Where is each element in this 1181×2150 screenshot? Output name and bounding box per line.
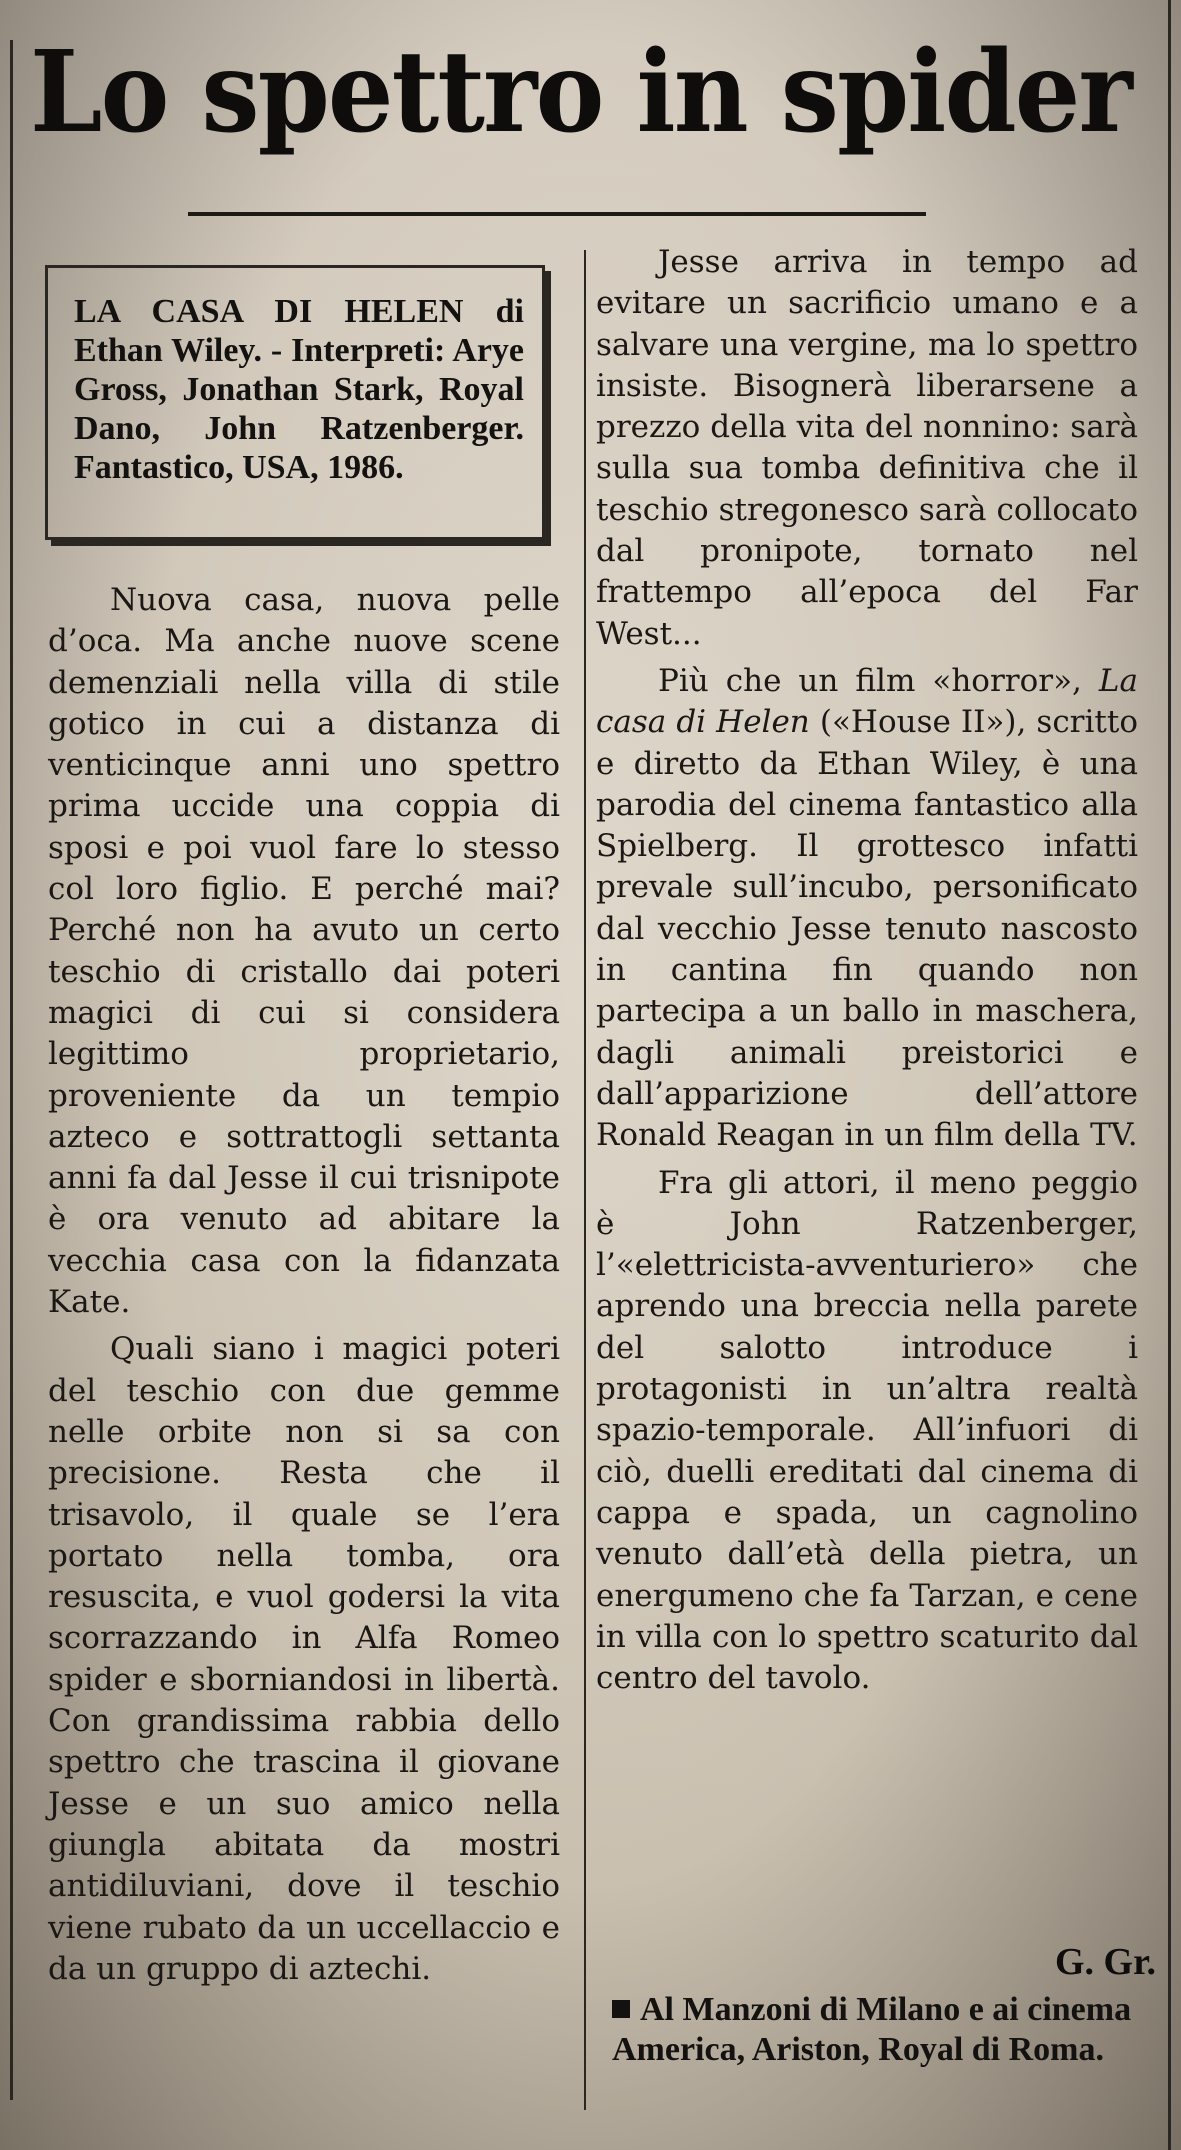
film-title: La casa di Helen — [596, 662, 1138, 741]
paragraph: Quali siano i magici poteri del teschio con due gemme nelle orbite non si sa con precisione. Resta che il trisavolo, il quale se l’era portato nella tomba, ora resuscita, e vuol godersi la vita scorrazzando in Alfa Romeo spider e sborniandosi in libertà. Con grandissima rabbia dello spettro che trascina il giovane Jesse e un suo amico nella giungla abitata da mostri antidiluviani, dove il teschio viene rubato da un uccellaccio e da un gruppo di aztechi. — [48, 1331, 560, 1987]
paragraph — [596, 661, 1138, 1157]
right-column-rule — [1168, 0, 1171, 2150]
screening-note-text: Al Manzoni di Milano e ai cinema America, Ariston, Royal di Roma. — [612, 1991, 1132, 2068]
square-bullet-icon — [612, 2000, 630, 2018]
paragraph-text: («House II»), scritto e diretto da Ethan Wiley, è una parodia del cinema fantastico alla Spielberg. Il grottesco infatti prevale sull’incubo, personificato dal vecchio Jesse tenuto nascosto in cantina fin quando non partecipa a un ballo in maschera, dagli animali preistorici e dall’apparizione dell’attore Ronald Reagan in un film della TV. — [596, 704, 1138, 1154]
left-column-rule — [10, 40, 13, 2100]
paragraph: Jesse arriva in tempo ad evitare un sacrificio umano e a salvare una vergine, ma lo spettro insiste. Bisognerà liberarsene a prezzo della vita del nonnino: sarà sulla sua tomba definitiva che il teschio stregonesco sarà collocato dal pronipote, tornato nel frattempo all’epoca del Far West... — [596, 244, 1138, 652]
paragraph: Nuova casa, nuova pelle d’oca. Ma anche nuove scene demenziali nella villa di stile gotico in cui a distanza di venticinque anni uno spettro prima uccide una coppia di sposi e poi vuol fare lo stesso col loro figlio. E perché mai? Perché non ha avuto un certo teschio di cristallo dai poteri magici di cui si considera legittimo proprietario, proveniente da un tempio azteco e sottrattogli settanta anni fa dal Jesse il cui trisnipote è ora venuto ad abitare la vecchia casa con la fidanzata Kate. — [48, 582, 560, 1321]
left-text-column — [48, 580, 560, 1990]
headline-underline — [188, 212, 926, 216]
author-signature: G. Gr. — [1055, 1941, 1156, 1983]
film-info-text: LA CASA DI HELEN di Ethan Wiley. - Interpreti: Arye Gross, Jonathan Stark, Royal Dano, John Ratzenberger. Fantastico, USA, 1986. — [74, 293, 524, 486]
film-info-box — [45, 265, 545, 540]
paragraph-text: Più che un film «horror», — [658, 662, 1082, 699]
headline: Lo spettro in spider — [30, 27, 1131, 158]
screening-note — [612, 1990, 1157, 2070]
column-divider — [584, 250, 586, 2110]
paragraph: Fra gli attori, il meno peggio è John Ratzenberger, l’«elettricista-avventuriero» che aprendo una breccia nella parete del salotto introduce i protagonisti in un’altra realtà spazio-temporale. All’infuori di ciò, duelli ereditati dal cinema di cappa e spada, un cagnolino venuto dall’età della pietra, un energumeno che fa Tarzan, e cene in villa con lo spettro scaturito dal centro del tavolo. — [596, 1164, 1138, 1697]
right-text-column — [596, 242, 1138, 1699]
